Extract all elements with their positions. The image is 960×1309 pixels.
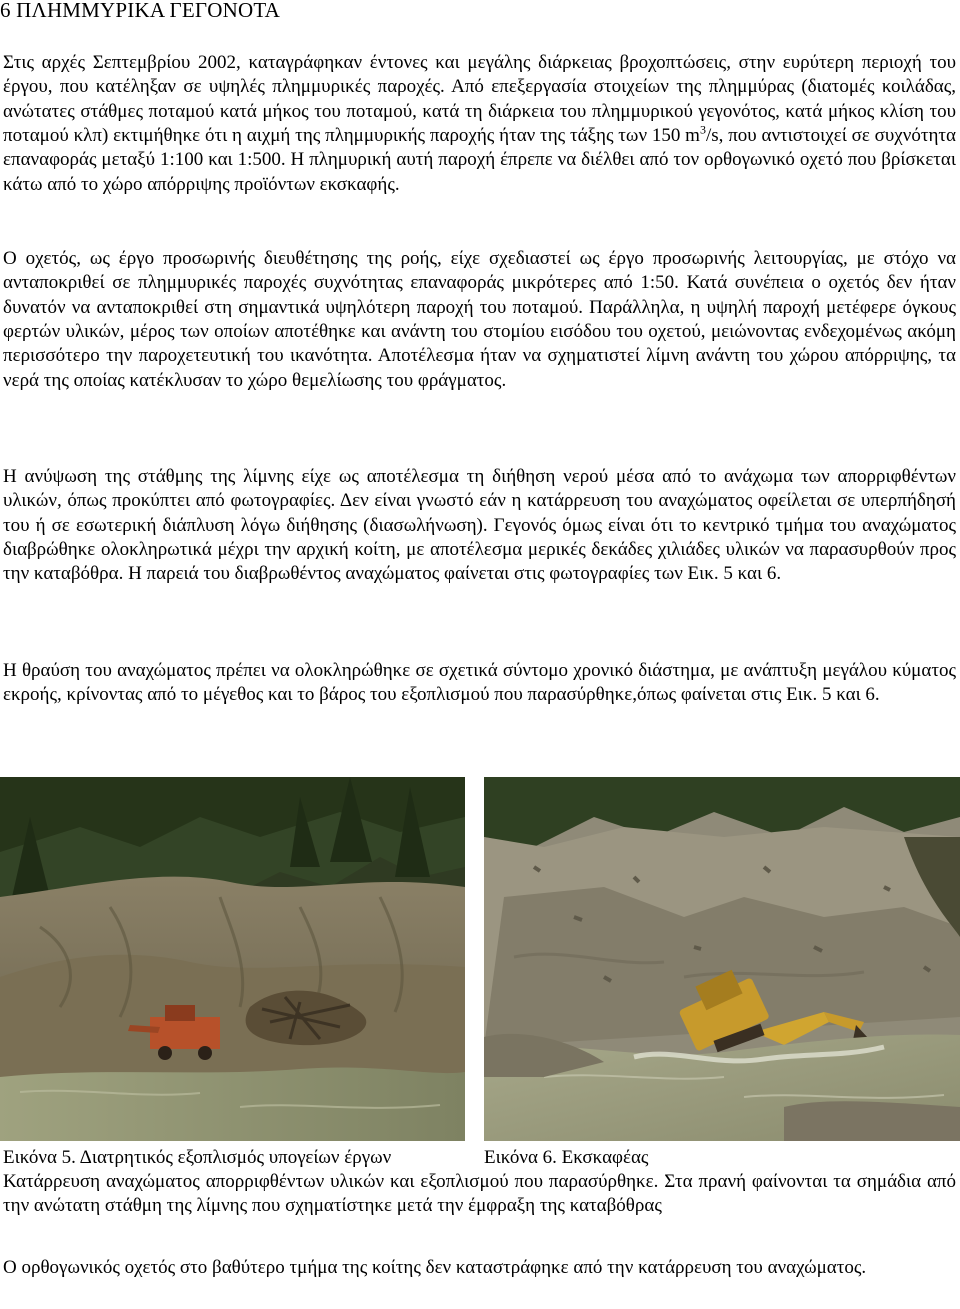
paragraph-text: Στις αρχές Σεπτεμβρίου 2002, καταγράφηκαν έντονες και μεγάλης διάρκειας βροχοπτώσεις, στην ευρύτερη περιοχή του έργου, που κατέληξαν σε υψηλές πλημμυρικές παροχές. Από επεξεργασία στοιχείων της πλημμύρας (διατομές κοιλάδας, ανώτατες στάθμες ποταμού κατά μήκος του ποταμού, κατά τη διάρκεια του πλημμυρικού γεγονότος, κατά μήκος κλίση του ποταμού κλπ) εκτιμήθηκε ότι η αιχμή της πλημμυρικής παροχής ήταν της τάξης των 150 m: [3, 52, 956, 147]
figure-caption-5: Εικόνα 5. Διατρητικός εξοπλισμός υπογείων έργων: [3, 1147, 392, 1168]
section-heading: 6 ΠΛΗΜΜΥΡΙΚΑ ΓΕΓΟΝΟΤΑ: [0, 0, 281, 22]
paragraph-embankment-collapse: Η ανύψωση της στάθμης της λίμνης είχε ως αποτέλεσμα τη διήθηση νερού μέσα από το ανάχωμα των απορριφθέντων υλικών, όπως προκύπτει από φωτογραφίες. Δεν είναι γνωστό εάν η κατάρρευση του αναχώματος οφείλεται σε υπερπήδησή του ή σε εσωτερική διάπλυση λόγω διήθησης (διασωλήνωση). Γεγονός όμως είναι ότι το κεντρικό τμήμα του αναχώματος διαβρώθηκε ολοκληρωτικά μέχρι την αρχική κοίτη, με αποτέλεσμα μερικές δεκάδες χιλιάδες υλικών να παρασυρθούν προς την καταβόθρα. Η παρειά του διαβρωθέντος αναχώματος φαίνεται στις φωτογραφίες των Εικ. 5 και 6.: [3, 466, 956, 585]
figure-shared-caption: Κατάρρευση αναχώματος απορριφθέντων υλικών και εξοπλισμού που παρασύρθηκε. Στα πρανή φαίνονται τα σημάδια από την ανώτατη στάθμη της λίμνης που σχηματίστηκε μετά την έμφραξη της καταβόθρας: [3, 1171, 956, 1216]
paragraph-breach: Η θραύση του αναχώματος πρέπει να ολοκληρώθηκε σε σχετικά σύντομο χρονικό διάστημα, με ανάπτυξη μεγάλου κύματος εκροής, κρίνοντας από το μέγεθος και το βάρος του εξοπλισμού που παρασύρθηκε,όπως φαίνεται στις Εικ. 5 και 6.: [3, 660, 956, 706]
figure-caption-6: Εικόνα 6. Εκσκαφέας: [484, 1147, 649, 1168]
paragraph-text: /s, που αντιστοιχεί σε συχνότητα επαναφοράς μεταξύ 1:100 και 1:500. Η πλημυρική αυτή παροχή έπρεπε να διέλθει από τον ορθογωνικό οχετό που βρίσκεται κάτω από το χώρο απόρριψης προϊόντων εκσκαφής.: [3, 125, 956, 195]
paragraph-culvert-survived: Ο ορθογωνικός οχετός στο βαθύτερο τμήμα της κοίτης δεν καταστράφηκε από την κατάρρευση του αναχώματος.: [3, 1257, 867, 1278]
photo-excavator-image: [484, 777, 960, 1141]
photo-drilling-equipment: [0, 777, 465, 1141]
photo-drilling-equipment-image: [0, 777, 465, 1141]
paragraph-flood-event: [3, 51, 956, 197]
paragraph-culvert: Ο οχετός, ως έργο προσωρινής διευθέτησης της ροής, είχε σχεδιαστεί ως έργο προσωρινής λειτουργίας, με στόχο να ανταποκριθεί σε πλημμυρικές παροχές συχνότητας επαναφοράς μικρότερες από 1:50. Κατά συνέπεια ο οχετός δεν ήταν δυνατόν να ανταποκριθεί στη σημαντικά υψηλότερη παροχή του ποταμού. Παράλληλα, η υψηλή παροχή μετέφερε όγκους φερτών υλικών, μέρος των οποίων αποτέθηκε και ανάντη του στομίου εισόδου του οχετού, μειώνοντας ενδεχομένως ακόμη περισσότερο την παροχετευτική του ικανότητα. Αποτέλεσμα ήταν να σχηματιστεί λίμνη ανάντη του χώρου απόρριψης, τα νερά της οποίας κατέκλυσαν το χώρο θεμελίωσης του φράγματος.: [3, 248, 956, 391]
photo-excavator: [484, 777, 960, 1141]
superscript-exponent: 3: [699, 122, 706, 137]
